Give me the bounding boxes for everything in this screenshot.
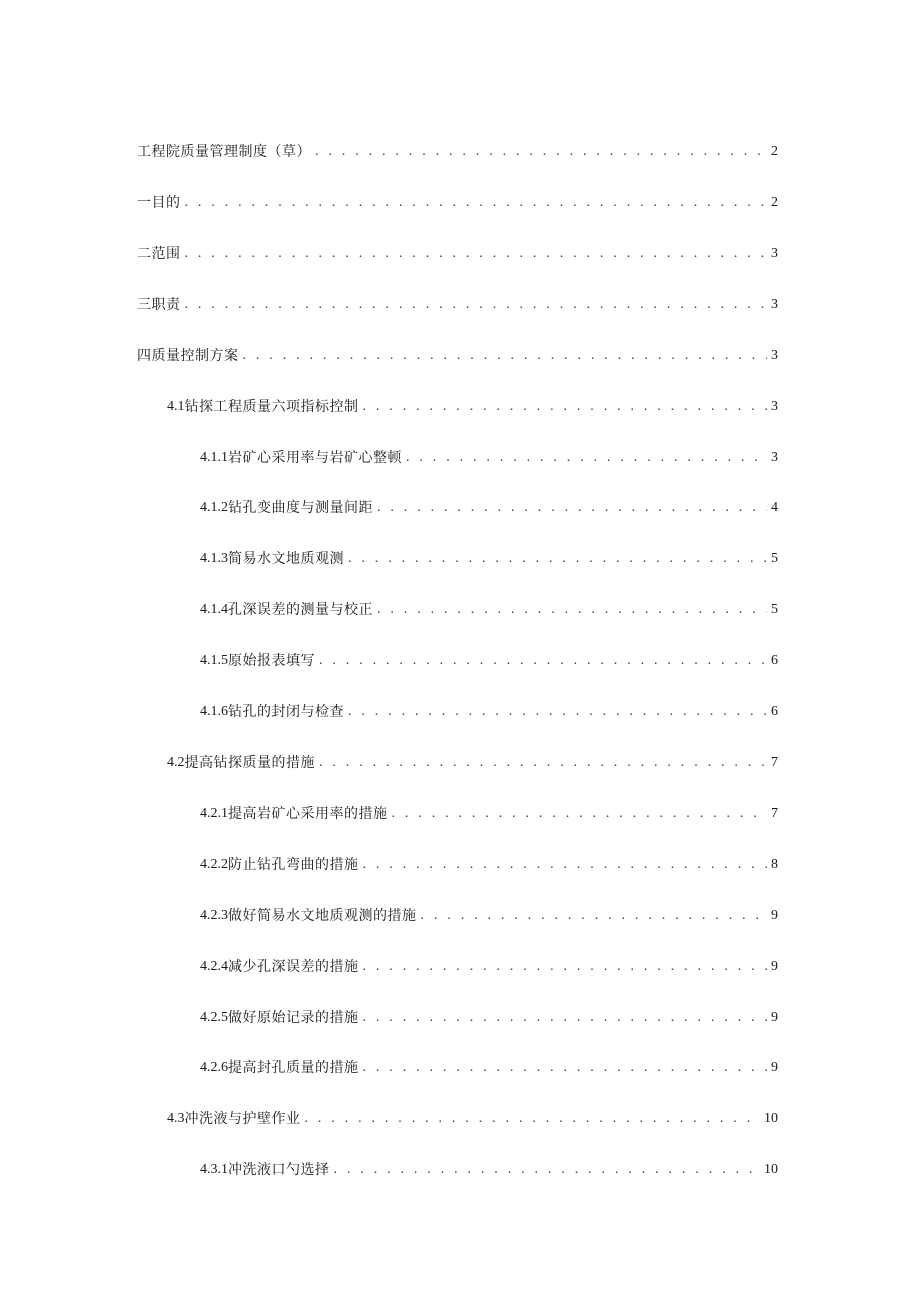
toc-entry-number: 4.2.5	[200, 1010, 228, 1025]
toc-entry[interactable]	[0, 545, 920, 569]
toc-entry[interactable]	[0, 189, 920, 213]
toc-entry-page: 3	[771, 297, 778, 312]
toc-dot-leader	[363, 957, 768, 977]
toc-entry-page: 3	[771, 246, 778, 261]
toc-entry-title: 二范围	[137, 246, 181, 262]
toc-entry-number: 4.2.3	[200, 908, 228, 923]
toc-entry-page: 7	[771, 755, 778, 770]
toc-dot-leader	[363, 397, 768, 417]
toc-entry[interactable]	[0, 342, 920, 366]
toc-dot-leader	[363, 855, 768, 875]
toc-entry-page: 9	[771, 1010, 778, 1025]
toc-entry-title: 提高钻探质量的措施	[184, 755, 315, 771]
toc-entry[interactable]	[0, 494, 920, 518]
toc-entry-title: 钻探工程质量六项指标控制	[184, 399, 359, 415]
toc-dot-leader	[348, 549, 767, 569]
toc-entry-title: 做好简易水文地质观测的措施	[228, 908, 417, 924]
toc-entry-page: 5	[771, 551, 778, 566]
toc-entry-number: 4.1.2	[200, 500, 228, 515]
toc-entry-page: 2	[771, 195, 778, 210]
toc-dot-leader	[319, 651, 767, 671]
toc-entry-number: 4.3.1	[200, 1162, 228, 1177]
toc-entry-title: 钻孔的封闭与检查	[228, 704, 344, 720]
toc-dot-leader	[315, 142, 767, 162]
toc-entry-title: 简易水文地质观测	[228, 551, 344, 567]
toc-entry-number: 4.1.4	[200, 602, 228, 617]
toc-dot-leader	[377, 600, 767, 620]
toc-entry-page: 5	[771, 602, 778, 617]
toc-entry-number: 4.2	[167, 755, 185, 770]
toc-dot-leader	[185, 244, 768, 264]
toc-entry-page: 10	[764, 1162, 778, 1177]
toc-dot-leader	[185, 295, 768, 315]
toc-entry-title: 一目的	[137, 195, 181, 211]
toc-entry-title: 原始报表填写	[228, 653, 315, 669]
toc-entry[interactable]	[0, 698, 920, 722]
toc-entry-title: 孔深误差的测量与校正	[228, 602, 373, 618]
toc-entry-title: 防止钻孔弯曲的措施	[228, 857, 359, 873]
toc-entry[interactable]	[0, 851, 920, 875]
toc-entry-number: 4.2.1	[200, 806, 228, 821]
toc-entry[interactable]	[0, 800, 920, 824]
toc-entry-number: 4.3	[167, 1111, 185, 1126]
toc-entry[interactable]	[0, 1105, 920, 1129]
toc-entry-page: 4	[771, 500, 778, 515]
toc-entry-title: 钻孔变曲度与测量间距	[228, 500, 373, 516]
toc-entry-number: 4.1.5	[200, 653, 228, 668]
toc-dot-leader	[334, 1160, 761, 1180]
toc-dot-leader	[406, 448, 767, 468]
toc-entry[interactable]	[0, 1156, 920, 1180]
toc-entry-title: 减少孔深误差的措施	[228, 959, 359, 975]
toc-dot-leader	[348, 702, 767, 722]
toc-entry[interactable]	[0, 647, 920, 671]
toc-entry-page: 7	[771, 806, 778, 821]
toc-entry-page: 2	[771, 144, 778, 159]
toc-entry-title: 冲洗液与护壁作业	[184, 1111, 301, 1127]
toc-entry-title: 四质量控制方案	[137, 348, 239, 364]
toc-dot-leader	[243, 346, 768, 366]
toc-entry[interactable]	[0, 291, 920, 315]
toc-entry[interactable]	[0, 393, 920, 417]
toc-entry-page: 9	[771, 908, 778, 923]
toc-entry-page: 3	[771, 450, 778, 465]
toc-entry[interactable]	[0, 444, 920, 468]
toc-entry[interactable]	[0, 902, 920, 926]
toc-entry[interactable]	[0, 596, 920, 620]
toc-entry-page: 6	[771, 704, 778, 719]
toc-entry-title: 工程院质量管理制度（草）	[137, 144, 311, 160]
toc-entry-title: 提高封孔质量的措施	[228, 1060, 359, 1076]
toc-entry-page: 6	[771, 653, 778, 668]
toc-entry-page: 8	[771, 857, 778, 872]
toc-entry-number: 4.1.6	[200, 704, 228, 719]
toc-dot-leader	[319, 753, 767, 773]
toc-entry-number: 4.1.3	[200, 551, 228, 566]
toc-entry[interactable]	[0, 240, 920, 264]
toc-dot-leader	[363, 1008, 768, 1028]
toc-entry-page: 9	[771, 959, 778, 974]
toc-entry-page: 9	[771, 1060, 778, 1075]
toc-dot-leader	[363, 1058, 768, 1078]
toc-entry-number: 4.1	[167, 399, 185, 414]
toc-entry-number: 4.1.1	[200, 450, 228, 465]
toc-entry[interactable]	[0, 749, 920, 773]
toc-dot-leader	[305, 1109, 761, 1129]
toc-entry-number: 4.2.2	[200, 857, 228, 872]
toc-entry[interactable]	[0, 138, 920, 162]
toc-entry-page: 3	[771, 399, 778, 414]
toc-entry-title: 岩矿心采用率与岩矿心整顿	[228, 450, 402, 466]
toc-entry-page: 10	[764, 1111, 778, 1126]
toc-entry-number: 4.2.4	[200, 959, 228, 974]
toc-entry-title: 做好原始记录的措施	[228, 1010, 359, 1026]
toc-entry-title: 冲洗液口勺选择	[228, 1162, 330, 1178]
toc-entry[interactable]	[0, 1054, 920, 1078]
toc-dot-leader	[392, 804, 768, 824]
toc-entry[interactable]	[0, 953, 920, 977]
toc-entry-page: 3	[771, 348, 778, 363]
toc-dot-leader	[377, 498, 767, 518]
toc-entry-number: 4.2.6	[200, 1060, 228, 1075]
toc-dot-leader	[185, 193, 768, 213]
toc-entry[interactable]	[0, 1004, 920, 1028]
toc-dot-leader	[421, 906, 768, 926]
toc-entry-title: 三职责	[137, 297, 181, 313]
toc-entry-title: 提高岩矿心采用率的措施	[228, 806, 388, 822]
